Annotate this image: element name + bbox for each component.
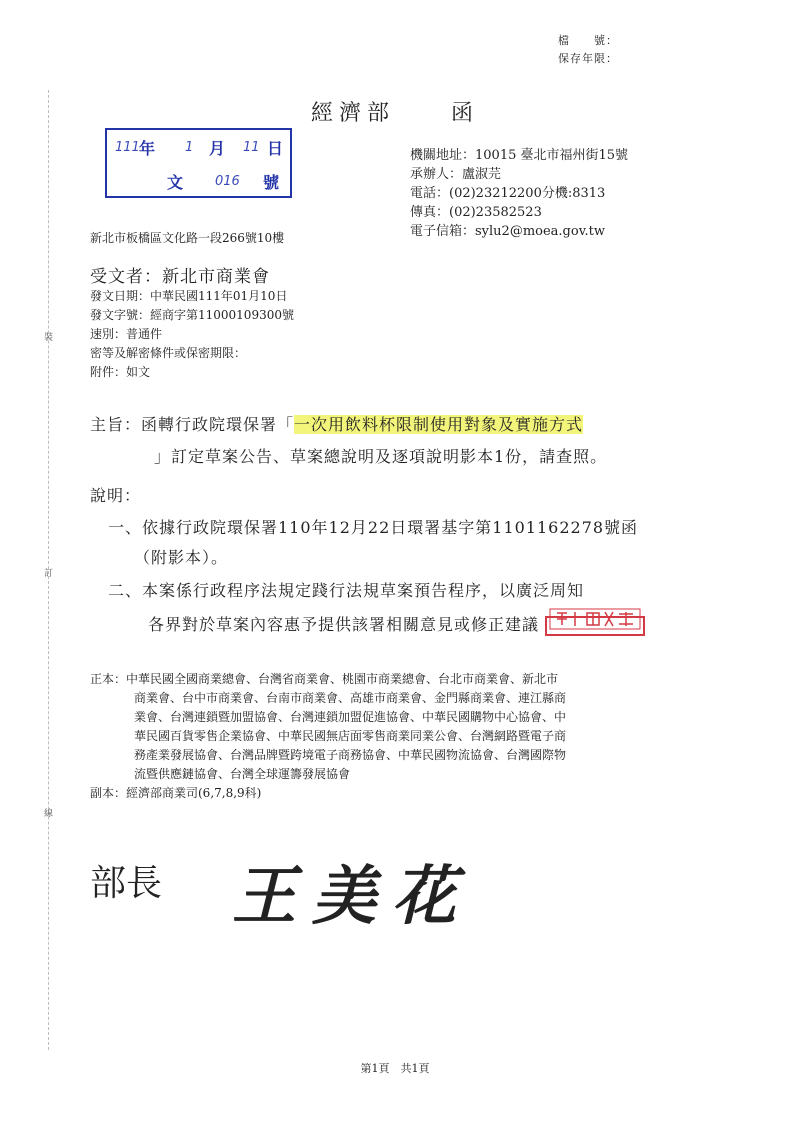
cc-line: 華民國百貨零售企業協會、中華民國無店面零售商業同業公會、台灣網路暨電子商 bbox=[134, 729, 567, 743]
cc-block bbox=[90, 670, 566, 803]
binding-mark-mid: 訂 bbox=[44, 569, 54, 579]
document-title: 經濟部 函 bbox=[310, 101, 479, 126]
copy-line: 副本：經濟部商業司(6,7,8,9科) bbox=[90, 786, 262, 800]
agency-address: 機關地址：10015 臺北市福州街15號 bbox=[410, 148, 629, 163]
fax: 傳真：(02)23582523 bbox=[410, 205, 542, 220]
document-meta bbox=[90, 287, 294, 382]
issue-date: 發文日期：中華民國111年01月10日 bbox=[90, 289, 288, 303]
cc-line: 務產業發展協會、台灣品牌暨跨境電子商務協會、中華民國物流協會、台灣國際物 bbox=[134, 748, 567, 762]
stamp-day-label: 日 bbox=[267, 139, 284, 158]
subject-line-2: 」訂定草案公告、草案總說明及逐項說明影本1份，請查照。 bbox=[154, 447, 608, 466]
cc-main-line: 正本：中華民國全國商業總會、台灣省商業會、桃園市商業總會、台北市商業會、新北市 bbox=[90, 672, 559, 686]
stamp-hand-month: 1 bbox=[185, 140, 194, 155]
recipient-address: 新北市板橋區文化路一段266號10樓 bbox=[90, 231, 285, 245]
subject-prefix: 主旨：函轉行政院環保署「 bbox=[90, 415, 295, 434]
issue-number: 發文字號：經商字第11000109300號 bbox=[90, 308, 294, 322]
stamp-doc-label: 文 bbox=[167, 173, 184, 192]
cc-line: 業會、台灣連鎖暨加盟協會、台灣連鎖加盟促進協會、中華民國購物中心協會、中 bbox=[134, 710, 567, 724]
contact-block bbox=[410, 146, 628, 241]
phone: 電話：(02)23212200分機:8313 bbox=[410, 186, 606, 201]
stamp-hand-number: 016 bbox=[215, 174, 240, 189]
signature-name: 王美花 bbox=[232, 859, 472, 934]
subject-highlight: 一次用飲料杯限制使用對象及實施方式 bbox=[294, 415, 584, 434]
stamp-year-label: 年 bbox=[139, 139, 156, 158]
division-seal bbox=[545, 616, 645, 636]
item-one-line-2: （附影本）。 bbox=[134, 548, 229, 567]
stamp-hand-year: 111 bbox=[115, 140, 140, 155]
keep-years-label: 保存年限： bbox=[558, 52, 618, 65]
binding-mark-bottom: 線 bbox=[44, 809, 54, 819]
item-two-text: 各界對於草案內容惠予提供該署相關意見或修正建議 bbox=[148, 615, 540, 634]
binding-mark-top: 裝 bbox=[44, 333, 54, 343]
handler: 承辦人：盧淑芫 bbox=[410, 167, 502, 182]
item-one-line-1: 一、依據行政院環保署110年12月22日環署基字第1101162278號函 bbox=[108, 518, 639, 537]
file-number-label: 檔 號： bbox=[558, 34, 618, 47]
classification: 密等及解密條件或保密期限： bbox=[90, 346, 247, 360]
item-two-line-1: 二、本案係行政程序法規定踐行法規草案預告程序，以廣泛周知 bbox=[108, 581, 585, 600]
receipt-stamp bbox=[105, 128, 292, 198]
stamp-no-label: 號 bbox=[263, 173, 280, 192]
cc-line: 商業會、台中市商業會、台南市商業會、高雄市商業會、金門縣商業會、連江縣商 bbox=[134, 691, 567, 705]
subject-line-1 bbox=[90, 412, 583, 435]
stamp-month-label: 月 bbox=[209, 139, 226, 158]
explain-label: 說明： bbox=[90, 486, 142, 505]
signature-title: 部長 bbox=[90, 863, 163, 904]
attachment: 附件：如文 bbox=[90, 365, 151, 379]
archive-info bbox=[558, 32, 618, 68]
page-number: 第1頁 共1頁 bbox=[360, 1062, 430, 1075]
cc-line: 流暨供應鏈協會、台灣全球運籌發展協會 bbox=[134, 767, 351, 781]
recipient: 受文者：新北市商業會 bbox=[90, 267, 270, 287]
seal-graphic bbox=[549, 608, 641, 630]
urgency: 速別：普通件 bbox=[90, 327, 163, 341]
item-two-line-2 bbox=[148, 608, 645, 635]
email: 電子信箱：sylu2@moea.gov.tw bbox=[410, 224, 605, 239]
stamp-hand-day: 11 bbox=[243, 140, 260, 155]
